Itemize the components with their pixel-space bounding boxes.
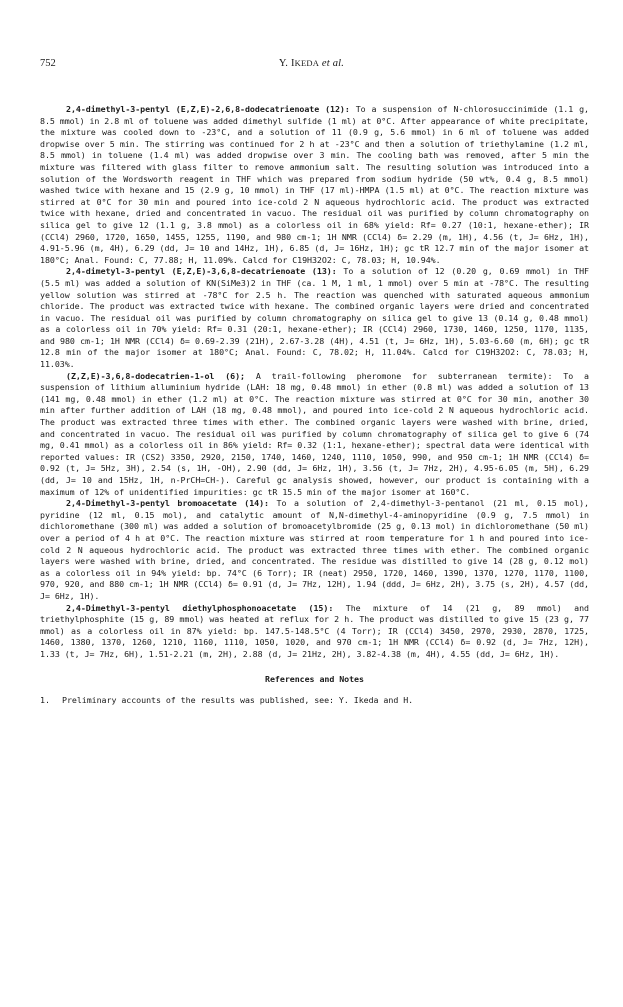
paragraph-compound-13 xyxy=(40,266,589,370)
compound-12-body: To a suspension of N-chlorosuccinimide (1.1 g, 8.5 mmol) in 2.8 ml of toluene was added dimethyl sulfide (1 ml) at 0°C. After appearance of white precipitate, the mixture was cooled down to -23°C, and a solution of 11 (0.9 g, 5.6 mmol) in 6 ml of toluene was added dropwise over 5 min. The stirring was continued for 2 h at -23°C and then a solution of triethylamine (1.2 ml, 8.5 mmol) in toluene (1.4 ml) was added dropwise over 3 min. The cooling bath was removed, after 5 min the mixture was filtered with glass filter to remove ammonium salt. The resulting solution was introduced into a solution of the Wordsworth reagent in THF which was prepared from sodium hydride (50 wt%, 0.4 g, 8.5 mmol) washed twice with hexane and 15 (2.9 g, 10 mmol) in THF (17 ml)-HMPA (1.5 ml) at 0°C. The reaction mixture was stirred at 0°C for 30 min and poured into ice-cold 2 N aqueous hydrochloric acid. The product was extracted twice with hexane, dried and concentrated in vacuo. The residual oil was purified by column chromatography on silica gel to give 12 (1.1 g, 3.8 mmol) as a colorless oil in 68% yield: Rf= 0.27 (10:1, hexane-ether); IR (CCl4) 2960, 1720, 1650, 1455, 1255, 1190, and 980 cm-1; 1H NMR (CCl4) δ= 2.29 (m, 1H), 4.56 (t, J= 6Hz, 1H), 4.91-5.96 (m, 4H), 6.29 (dd, J= 10 and 14Hz, 1H), 6.85 (d, J= 16Hz, 1H); gc tR 12.7 min of the major isomer at 180°C; Anal. Found: C, 77.88; H, 11.09%. Calcd for C19H32O2: C, 78.03; H, 10.94%. xyxy=(40,104,589,265)
paragraph-compound-6 xyxy=(40,371,589,499)
paragraph-compound-15 xyxy=(40,603,589,661)
references-heading: References and Notes xyxy=(265,673,364,684)
compound-15-title: 2,4-Dimethyl-3-pentyl diethylphosphonoacetate (15): xyxy=(66,602,334,613)
compound-14-title: 2,4-Dimethyl-3-pentyl bromoacetate (14): xyxy=(66,498,269,509)
running-head-author: Y. I xyxy=(278,58,295,69)
paragraph-compound-12 xyxy=(40,104,589,266)
paragraph-compound-14 xyxy=(40,498,589,602)
compound-13-title: 2,4-dimetyl-3-pentyl (E,Z,E)-3,6,8-decatrienoate (13): xyxy=(66,266,337,277)
reference-text: Preliminary accounts of the results was published, see: Y. Ikeda and H. xyxy=(62,695,414,706)
running-head xyxy=(0,58,623,69)
article-body xyxy=(40,104,589,707)
page-header xyxy=(0,58,623,74)
compound-13-body: To a solution of 12 (0.20 g, 0.69 mmol) in THF (5.5 ml) was added a solution of KN(SiMe3)2 in THF (ca. 1 M, 1 ml, 1 mmol) over 5 min at -78°C. The resulting yellow solution was stirred at -78°C for 2.5 h. The reaction was quenched with saturated aqueous ammonium chloride. The product was extracted twice with hexane. The combined organic layers were dried and concentrated in vacuo. The residual oil was purified by column chromatography on silica gel to give 13 (0.14 g, 0.48 mmol) as a colorless oil in 70% yield: Rf= 0.31 (20:1, hexane-ether); IR (CCl4) 2960, 1730, 1460, 1250, 1170, 1135, and 980 cm-1; 1H NMR (CCl4) δ= 0.69-2.39 (21H), 2.67-3.28 (4H), 4.51 (t, J= 6Hz, 1H), 5.03-6.60 (m, 6H); gc tR 12.8 min of the major isomer at 180°C; Anal. Found: C, 78.02; H, 11.04%. Calcd for C19H32O2: C, 78.03; H, 11.03%. xyxy=(40,266,589,370)
page-number: 752 xyxy=(40,58,56,69)
reference-item xyxy=(40,695,589,707)
compound-14-body: To a solution of 2,4-dimethyl-3-pentanol (21 ml, 0.15 mol), pyridine (12 ml, 0.15 mol), and catalytic amount of N,N-dimethyl-4-aminopyridine (0.9 g, 7.5 mmol) in dichloromethane (300 ml) was added a solution of bromoacetylbromide (25 g, 0.13 mol) in dichloromethane (50 ml) over a period of 4 h at 0°C. The reaction mixture was stirred at room temperature for 1 h and poured into ice-cold 2 N aqueous hydrochloric acid. The product was extracted three times with ether. The combined organic layers were washed with brine, dried, and concentrated. The residue was distilled to give 14 (28 g, 0.12 mol) as a colorless oil in 94% yield: bp. 74°C (6 Torr); IR (neat) 2950, 1720, 1460, 1390, 1370, 1270, 1170, 1100, 970, 920, and 880 cm-1; 1H NMR (CCl4) δ= 0.91 (d, J= 7Hz, 12H), 1.94 (ddd, J= 6Hz, 2H), 3.75 (s, 2H), 4.57 (dd, J= 6Hz, 1H). xyxy=(40,498,589,601)
running-head-et-al: et al. xyxy=(321,58,345,69)
running-head-author-rest: KEDA xyxy=(294,58,320,68)
compound-6-body: A trail-following pheromone for subterranean termite): To a suspension of lithium alluminium hydride (LAH: 18 mg, 0.48 mmol) in ether (0.8 ml) was added a solution of 13 (141 mg, 0.48 mmol) in ether (1.2 ml) at 0°C. The reaction mixture was stirred at 0°C for 30 min, another 30 min after further addition of LAH (18 mg, 0.48 mmol), and poured into ice-cold 2 N aqueous hydrochloric acid. The product was extracted three times with ether. The combined organic layers were washed with brine, dried, and concentrated in vacuo. The residual oil was purified by column chromatography of silica gel to give 6 (74 mg, 0.41 mmol) as a colorless oil in 86% yield: Rf= 0.32 (1:1, hexane-ether); spectral data were identical with reported values: IR (CS2) 3350, 2920, 2150, 1740, 1460, 1240, 1110, 1050, 990, and 950 cm-1; 1H NMR (CCl4) δ= 0.92 (t, J= 5Hz, 3H), 2.54 (s, 1H, -OH), 2.90 (dd, J= 6Hz, 1H), 3.56 (t, J= 7Hz, 2H), 4.95-6.05 (m, 5H), 6.29 (dd, J= 10 and 15Hz, 1H, n-PrCH=CH-). Careful gc analysis showed, however, our product is containing with a maximum of 12% of unidentified impurities: gc tR 15.5 min of the major isomer at 160°C. xyxy=(40,370,589,497)
compound-15-body: The mixture of 14 (21 g, 89 mmol) and triethylphosphite (15 g, 89 mmol) was heated at reflux for 2 h. The product was distilled to give 15 (23 g, 77 mmol) as a colorless oil in 87% yield: bp. 147.5-148.5°C (4 Torr); IR (CCl4) 3450, 2970, 2930, 2870, 1725, 1460, 1380, 1370, 1260, 1210, 1160, 1110, 1050, 1020, and 970 cm-1; 1H NMR (CCl4) δ= 0.92 (d, J= 7Hz, 12H), 1.33 (t, J= 7Hz, 6H), 1.51-2.21 (m, 2H), 2.88 (d, J= 21Hz, 2H), 3.82-4.38 (m, 4H), 4.55 (dd, J= 6Hz, 1H). xyxy=(40,602,589,659)
reference-number: 1. xyxy=(40,695,50,706)
compound-6-title: (Z,Z,E)-3,6,8-dodecatrien-1-ol (6); xyxy=(66,370,245,381)
compound-12-title: 2,4-dimethyl-3-pentyl (E,Z,E)-2,6,8-dodecatrienoate (12): xyxy=(66,104,350,114)
